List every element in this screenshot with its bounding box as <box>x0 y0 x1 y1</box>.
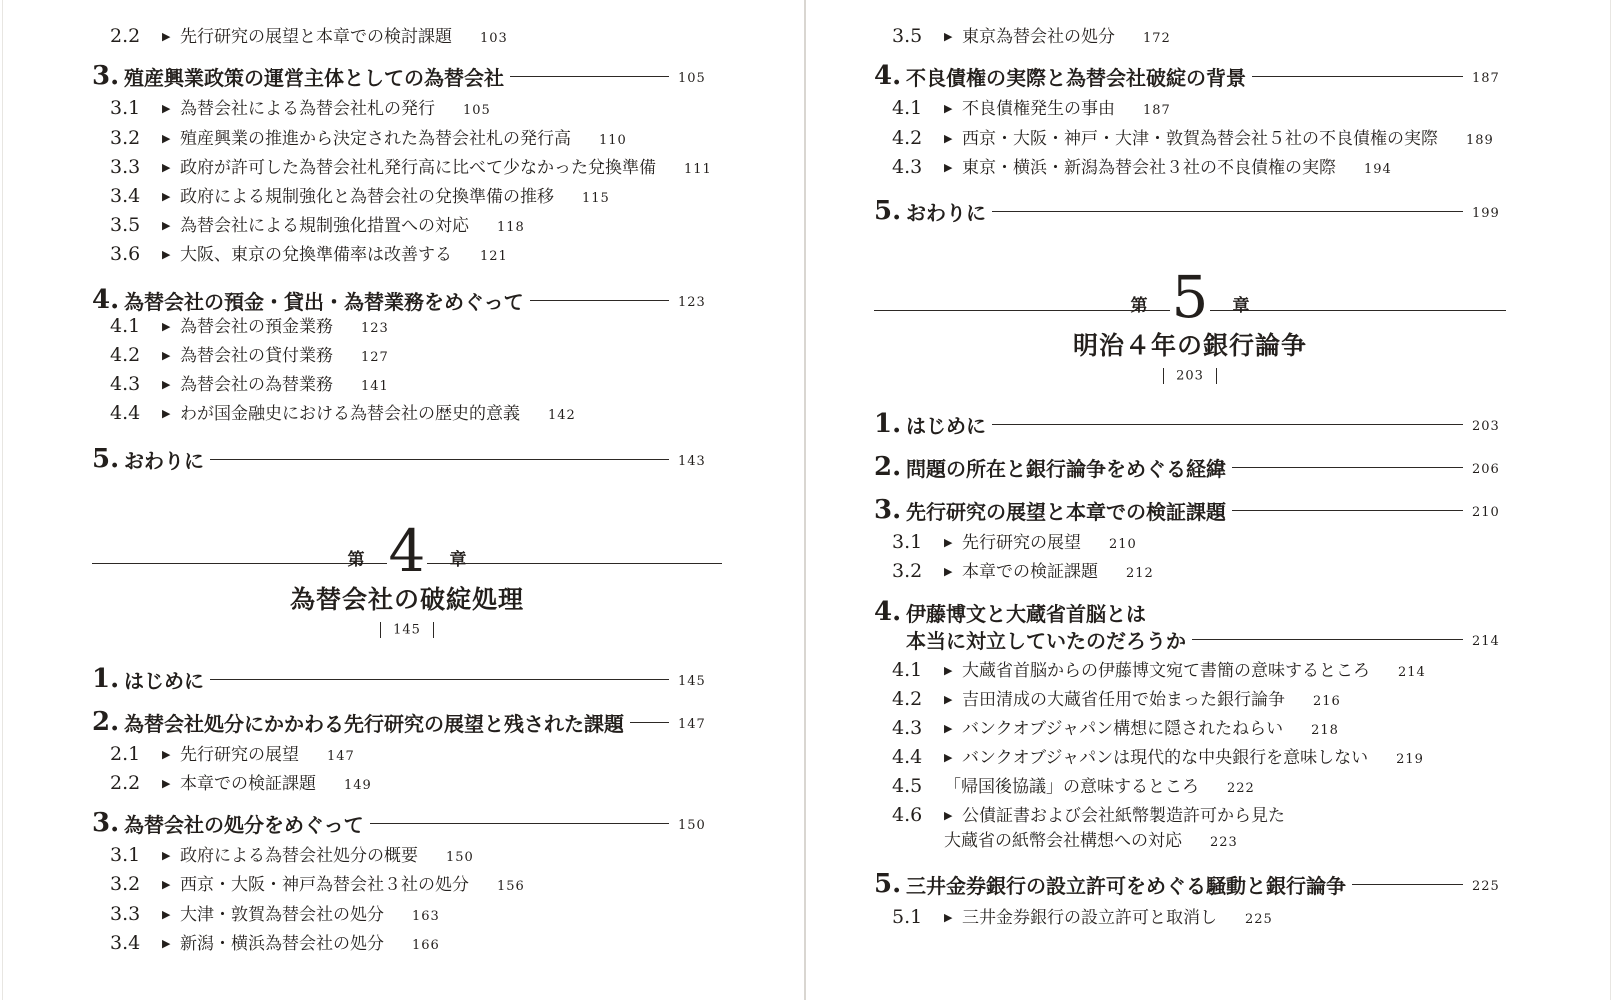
section-number: 3. <box>874 495 902 525</box>
toc-subsection[interactable] <box>110 312 389 338</box>
subsection-number: 4.1 <box>892 97 923 119</box>
triangle-bullet-icon: ▶ <box>944 132 953 145</box>
page-number: 218 <box>1311 723 1339 738</box>
section-number: 3. <box>92 61 120 91</box>
subsection-number: 3.6 <box>110 243 141 265</box>
divider <box>1163 368 1165 384</box>
section-number: 4. <box>874 597 902 627</box>
subsection-number: 3.5 <box>110 214 141 236</box>
chapter-number: 5 <box>1171 263 1209 331</box>
subsection-title: 西京・大阪・神戸為替会社３社の処分 <box>180 875 469 895</box>
section-title: 為替会社処分にかかわる先行研究の展望と残された課題 <box>124 711 624 736</box>
toc-subsection[interactable] <box>110 900 440 926</box>
toc-subsection[interactable] <box>110 370 389 396</box>
subsection-number: 4.2 <box>892 127 923 149</box>
subsection-number: 2.2 <box>110 772 141 794</box>
subsection-number: 4.4 <box>110 402 141 424</box>
triangle-bullet-icon: ▶ <box>162 748 171 761</box>
leader-rule <box>1252 76 1463 77</box>
subsection-number: 4.1 <box>110 315 141 337</box>
toc-section[interactable] <box>92 285 712 315</box>
subsection-number: 2.2 <box>110 25 141 47</box>
subsection-number: 3.4 <box>110 932 141 954</box>
toc-subsection[interactable] <box>110 399 576 425</box>
page-number: 214 <box>1472 633 1500 649</box>
page-number: 145 <box>678 673 706 689</box>
subsection-title: 政府による規制強化と為替会社の兌換準備の推移 <box>180 187 554 207</box>
subsection-number: 4.3 <box>892 717 923 739</box>
section-title: おわりに <box>124 448 204 473</box>
subsection-title: 為替会社の為替業務 <box>180 375 333 395</box>
toc-section[interactable] <box>874 61 1506 91</box>
triangle-bullet-icon: ▶ <box>944 536 953 549</box>
section-title: 殖産興業政策の運営主体としての為替会社 <box>124 65 504 90</box>
subsection-title: 東京・横浜・新潟為替会社３社の不良債権の実際 <box>962 158 1336 178</box>
leader-rule <box>210 459 669 460</box>
triangle-bullet-icon: ▶ <box>162 849 171 862</box>
subsection-title: バンクオブジャパンは現代的な中央銀行を意味しない <box>962 748 1369 768</box>
section-number: 5. <box>874 869 902 899</box>
toc-section-continued[interactable] <box>906 624 1506 654</box>
toc-subsection[interactable] <box>110 153 712 179</box>
triangle-bullet-icon: ▶ <box>162 378 171 391</box>
page-number: 142 <box>548 408 576 423</box>
section-title: はじめに <box>124 668 204 693</box>
page-number: 110 <box>599 133 627 148</box>
toc-section[interactable] <box>874 597 1506 627</box>
toc-subsection[interactable] <box>892 557 1154 583</box>
triangle-bullet-icon: ▶ <box>162 937 171 950</box>
toc-section[interactable] <box>874 869 1506 899</box>
triangle-bullet-icon: ▶ <box>162 320 171 333</box>
page-number: 118 <box>497 220 525 235</box>
toc-subsection[interactable] <box>110 870 525 896</box>
toc-subsection[interactable] <box>110 769 372 795</box>
triangle-bullet-icon: ▶ <box>944 30 953 43</box>
subsection-title: バンクオブジャパン構想に隠されたねらい <box>962 719 1284 739</box>
triangle-bullet-icon: ▶ <box>162 407 171 420</box>
subsection-title: 不良債権発生の事由 <box>962 99 1115 119</box>
divider <box>380 622 382 638</box>
subsection-title-line2: 大蔵省の紙幣会社構想への対応 <box>944 831 1182 851</box>
page-number: 203 <box>1176 368 1204 384</box>
section-number: 2. <box>874 452 902 482</box>
triangle-bullet-icon: ▶ <box>162 132 171 145</box>
triangle-bullet-icon: ▶ <box>162 190 171 203</box>
subsection-number: 3.5 <box>892 25 923 47</box>
section-title: 為替会社の預金・貸出・為替業務をめぐって <box>124 289 524 314</box>
triangle-bullet-icon: ▶ <box>944 664 953 677</box>
subsection-title: 西京・大阪・神戸・大津・敦賀為替会社５社の不良債権の実際 <box>962 129 1438 149</box>
subsection-number: 3.1 <box>892 531 923 553</box>
page-number: 210 <box>1109 537 1137 552</box>
section-title: 三井金券銀行の設立許可をめぐる騒動と銀行論争 <box>906 873 1346 898</box>
subsection-number: 4.6 <box>892 804 923 826</box>
section-number: 5. <box>874 196 902 226</box>
subsection-title: 本章での検証課題 <box>180 774 316 794</box>
toc-subsection[interactable] <box>892 714 1339 740</box>
toc-subsection-continued[interactable] <box>944 826 1238 852</box>
subsection-title: 本章での検証課題 <box>962 562 1098 582</box>
triangle-bullet-icon: ▶ <box>944 693 953 706</box>
toc-subsection[interactable] <box>110 740 355 766</box>
toc-subsection[interactable] <box>110 182 610 208</box>
chapter-title: 為替会社の破綻処理 <box>289 585 524 614</box>
triangle-bullet-icon: ▶ <box>162 349 171 362</box>
subsection-title: 大津・敦賀為替会社の処分 <box>180 905 384 925</box>
toc-subsection[interactable] <box>892 656 1426 682</box>
subsection-title-line1: 公債証書および会社紙幣製造許可から見た <box>962 806 1285 826</box>
toc-subsection[interactable] <box>110 341 389 367</box>
page-number: 123 <box>361 321 389 336</box>
toc-subsection[interactable] <box>892 743 1424 769</box>
subsection-title: 為替会社による規制強化措置への対応 <box>180 216 469 236</box>
leader-rule <box>1232 467 1463 468</box>
subsection-number: 4.4 <box>892 746 923 768</box>
page-number: 127 <box>361 350 389 365</box>
chapter-suffix: 章 <box>1232 296 1250 316</box>
subsection-number: 3.2 <box>110 127 141 149</box>
page-number: 189 <box>1466 133 1494 148</box>
triangle-bullet-icon: ▶ <box>944 565 953 578</box>
leader-rule <box>530 300 669 301</box>
subsection-title: 為替会社の預金業務 <box>180 317 333 337</box>
toc-section[interactable] <box>92 707 712 737</box>
section-title: 問題の所在と銀行論争をめぐる経緯 <box>906 456 1226 481</box>
toc-section[interactable] <box>92 808 712 838</box>
triangle-bullet-icon: ▶ <box>162 161 171 174</box>
toc-subsection[interactable] <box>892 772 1255 798</box>
subsection-title: 為替会社の貸付業務 <box>180 346 333 366</box>
triangle-bullet-icon: ▶ <box>944 161 953 174</box>
subsection-number: 3.1 <box>110 844 141 866</box>
chapter-number: 4 <box>388 517 426 585</box>
page-number: 105 <box>678 70 706 86</box>
page-number: 147 <box>678 716 706 732</box>
subsection-number: 3.4 <box>110 185 141 207</box>
toc-subsection[interactable] <box>110 22 508 48</box>
chapter-label <box>92 517 722 585</box>
subsection-title: 「帰国後協議」の意味するところ <box>944 777 1199 797</box>
leader-rule <box>370 823 669 824</box>
page-number: 222 <box>1227 781 1255 796</box>
toc-subsection[interactable] <box>892 528 1137 554</box>
subsection-title: 新潟・横浜為替会社の処分 <box>180 934 384 954</box>
page-number: 212 <box>1126 566 1154 581</box>
page-number: 111 <box>684 162 712 177</box>
toc-subsection[interactable] <box>110 94 491 120</box>
toc-subsection[interactable] <box>892 22 1171 48</box>
subsection-number: 3.3 <box>110 903 141 925</box>
subsection-title: 三井金券銀行の設立許可と取消し <box>962 908 1217 928</box>
chapter-prefix: 第 <box>347 550 365 570</box>
page-number: 143 <box>678 453 706 469</box>
subsection-title: 先行研究の展望 <box>180 745 299 765</box>
toc-subsection[interactable] <box>110 211 525 237</box>
subsection-number: 4.3 <box>110 373 141 395</box>
toc-subsection[interactable] <box>110 240 508 266</box>
toc-subsection[interactable] <box>110 841 474 867</box>
page-edge <box>2 0 3 1000</box>
triangle-bullet-icon: ▶ <box>162 30 171 43</box>
triangle-bullet-icon: ▶ <box>162 777 171 790</box>
toc-section[interactable] <box>874 409 1506 439</box>
page-number: 225 <box>1245 912 1273 927</box>
toc-subsection[interactable] <box>892 801 1285 827</box>
page-number: 150 <box>446 850 474 865</box>
triangle-bullet-icon: ▶ <box>162 219 171 232</box>
section-number: 5. <box>92 444 120 474</box>
subsection-number: 4.3 <box>892 156 923 178</box>
chapter-page <box>92 622 722 638</box>
triangle-bullet-icon: ▶ <box>162 878 171 891</box>
toc-section[interactable] <box>92 61 712 91</box>
section-title: 為替会社の処分をめぐって <box>124 812 364 837</box>
subsection-title: 先行研究の展望と本章での検討課題 <box>180 27 452 47</box>
left-page <box>0 0 805 1000</box>
triangle-bullet-icon: ▶ <box>944 751 953 764</box>
section-title: 先行研究の展望と本章での検証課題 <box>906 499 1226 524</box>
toc-subsection[interactable] <box>892 685 1341 711</box>
page-number: 203 <box>1472 418 1500 434</box>
page-number: 156 <box>497 879 525 894</box>
page-number: 223 <box>1210 835 1238 850</box>
chapter-suffix: 章 <box>449 550 467 570</box>
triangle-bullet-icon: ▶ <box>944 911 953 924</box>
subsection-title: 先行研究の展望 <box>962 533 1081 553</box>
page-number: 199 <box>1472 205 1500 221</box>
subsection-number: 5.1 <box>892 906 923 928</box>
subsection-title: 大阪、東京の兌換準備率は改善する <box>180 245 452 265</box>
leader-rule <box>630 722 669 723</box>
leader-rule <box>510 76 669 77</box>
triangle-bullet-icon: ▶ <box>162 248 171 261</box>
toc-subsection[interactable] <box>110 124 627 150</box>
leader-rule <box>210 679 669 680</box>
page-number: 210 <box>1472 504 1500 520</box>
section-number: 3. <box>92 808 120 838</box>
page-number: 206 <box>1472 461 1500 477</box>
leader-rule <box>992 424 1463 425</box>
toc-subsection[interactable] <box>892 903 1273 929</box>
section-title-line1: 伊藤博文と大蔵省首脳とは <box>906 601 1146 626</box>
subsection-number: 4.5 <box>892 775 923 797</box>
subsection-number: 3.2 <box>892 560 923 582</box>
subsection-number: 4.1 <box>892 659 923 681</box>
page-number: 172 <box>1143 31 1171 46</box>
triangle-bullet-icon: ▶ <box>162 102 171 115</box>
leader-rule <box>1352 884 1463 885</box>
triangle-bullet-icon: ▶ <box>944 809 953 822</box>
subsection-title: わが国金融史における為替会社の歴史的意義 <box>180 404 520 424</box>
subsection-number: 3.3 <box>110 156 141 178</box>
triangle-bullet-icon: ▶ <box>944 722 953 735</box>
page-number: 163 <box>412 909 440 924</box>
subsection-title: 殖産興業の推進から決定された為替会社札の発行高 <box>180 129 571 149</box>
divider <box>433 622 435 638</box>
toc-section[interactable] <box>92 444 712 474</box>
page-number: 166 <box>412 938 440 953</box>
page-number: 194 <box>1364 162 1392 177</box>
subsection-number: 2.1 <box>110 743 141 765</box>
chapter-page <box>874 368 1506 384</box>
subsection-title: 東京為替会社の処分 <box>962 27 1115 47</box>
toc-subsection[interactable] <box>892 124 1494 150</box>
toc-subsection[interactable] <box>892 153 1392 179</box>
toc-section[interactable] <box>874 495 1506 525</box>
divider <box>1216 368 1218 384</box>
page-number: 216 <box>1313 694 1341 709</box>
page-number: 115 <box>582 191 610 206</box>
subsection-number: 3.2 <box>110 873 141 895</box>
page-number: 187 <box>1143 103 1171 118</box>
page-number: 105 <box>463 103 491 118</box>
page-number: 121 <box>480 249 508 264</box>
page-number: 147 <box>327 749 355 764</box>
leader-rule <box>992 211 1463 212</box>
toc-section[interactable] <box>874 452 1506 482</box>
section-title-line2: 本当に対立していたのだろうか <box>906 628 1186 653</box>
triangle-bullet-icon: ▶ <box>944 102 953 115</box>
section-number: 4. <box>874 61 902 91</box>
section-title: はじめに <box>906 413 986 438</box>
section-number: 1. <box>92 664 120 694</box>
right-page <box>806 0 1613 1000</box>
page-number: 219 <box>1396 752 1424 767</box>
section-number: 4. <box>92 285 120 315</box>
chapter-prefix: 第 <box>1130 296 1148 316</box>
page-number: 123 <box>678 294 706 310</box>
subsection-title: 大蔵省首脳からの伊藤博文宛て書簡の意味するところ <box>962 661 1370 681</box>
chapter-label <box>874 263 1506 331</box>
leader-rule <box>1192 639 1463 640</box>
page-edge <box>1610 0 1611 1000</box>
subsection-number: 4.2 <box>892 688 923 710</box>
leader-rule <box>1232 510 1463 511</box>
chapter-title: 明治４年の銀行論争 <box>1072 331 1307 360</box>
page-number: 150 <box>678 817 706 833</box>
section-title: おわりに <box>906 200 986 225</box>
subsection-number: 3.1 <box>110 97 141 119</box>
subsection-number: 4.2 <box>110 344 141 366</box>
page-number: 187 <box>1472 70 1500 86</box>
page-number: 141 <box>361 379 389 394</box>
page-number: 225 <box>1472 878 1500 894</box>
toc-subsection[interactable] <box>892 94 1171 120</box>
subsection-title: 為替会社による為替会社札の発行 <box>180 99 435 119</box>
section-title: 不良債権の実際と為替会社破綻の背景 <box>906 65 1246 90</box>
subsection-title: 政府が許可した為替会社札発行高に比べて少なかった兌換準備 <box>180 158 656 178</box>
subsection-title: 吉田清成の大蔵省任用で始まった銀行論争 <box>962 690 1285 710</box>
page-number: 149 <box>344 778 372 793</box>
section-number: 1. <box>874 409 902 439</box>
triangle-bullet-icon: ▶ <box>162 908 171 921</box>
toc-section[interactable] <box>92 664 712 694</box>
subsection-title: 政府による為替会社処分の概要 <box>180 846 418 866</box>
page-number: 214 <box>1398 665 1426 680</box>
toc-subsection[interactable] <box>110 929 440 955</box>
toc-section[interactable] <box>874 196 1506 226</box>
page-number: 103 <box>480 31 508 46</box>
page-number: 145 <box>393 622 421 638</box>
section-number: 2. <box>92 707 120 737</box>
